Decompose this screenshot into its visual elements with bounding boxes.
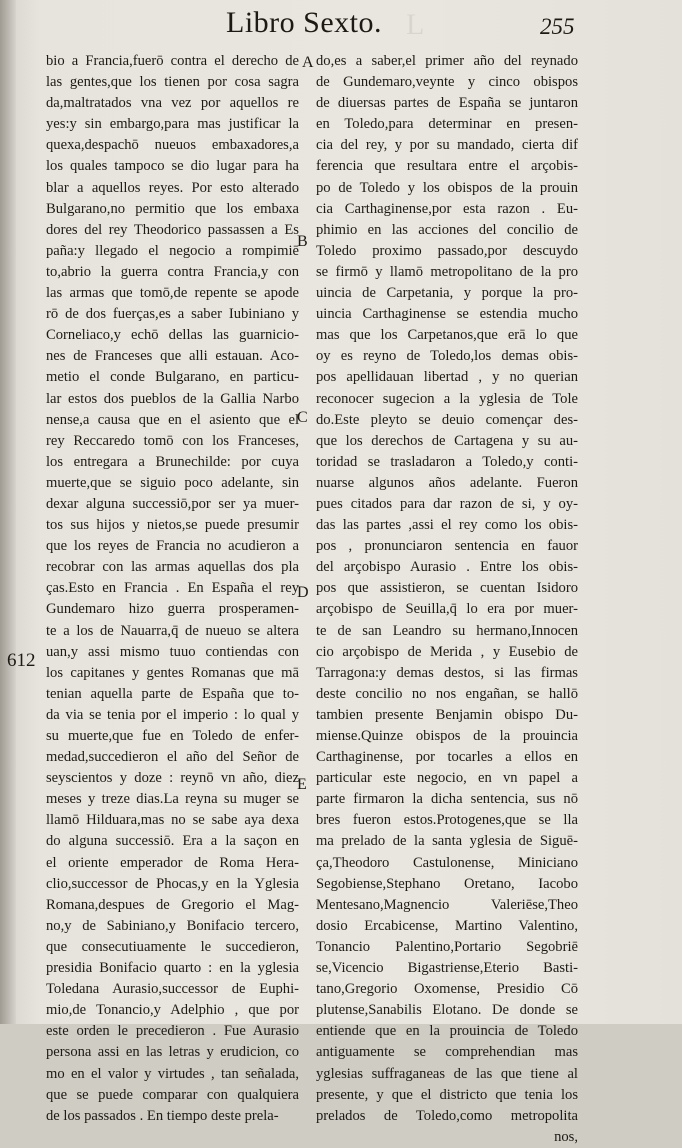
text-line: rō de dos fuerças,es a saber Iubiniano y — [46, 306, 299, 323]
text-line: las gentes,que los tienen por cosa sagra — [46, 74, 299, 91]
text-line: po de Toledo y los obispos de la prouin — [316, 179, 578, 196]
text-line: antiguamente se comprehendian mas — [316, 1044, 578, 1061]
text-line: pos apellidauan libertad , y no querian — [316, 369, 578, 386]
text-line: nos, — [554, 1128, 578, 1145]
text-line: metio el conde Bulgarano, en particu- — [46, 369, 299, 386]
text-line: uincia de Carpetania, y porque la pro- — [316, 285, 578, 302]
text-line: dores del rey Theodorico passassen a Es — [46, 221, 299, 238]
text-line: reconocer sugecion a la yglesia de Tole — [316, 390, 578, 407]
text-line: Segobiense,Stephano Oretano, Iacobo — [316, 875, 578, 892]
text-line: pues citados para dar razon de si, y oy- — [316, 495, 578, 512]
text-line: to,abrio la guerra contra Francia,y con — [46, 263, 299, 280]
text-line: que los reyes de Francia no acudieron a — [46, 538, 299, 555]
text-line: oy es reyno de Toledo,los demas obis- — [316, 348, 578, 365]
left-text-column — [46, 51, 299, 1127]
text-line: se,Vicencio Bigastriense,Eterio Basti- — [316, 960, 578, 977]
text-line: das las partes ,assi el rey como los obis- — [316, 517, 578, 534]
text-line: pos que assistieron, se cuentan Isidoro — [316, 580, 578, 597]
text-line: do.Este pleyto se deuio començar des- — [316, 411, 578, 428]
text-line: Bulgarano,no permitio que los embaxa — [46, 200, 299, 217]
text-line: que los derechos de Cartagena y su au- — [316, 432, 578, 449]
text-line: miense.Quinze obispos de la prouincia — [316, 728, 578, 744]
text-line: quexa,despachō nueuos embaxadores,a — [46, 137, 299, 154]
text-line: da via se tenia por el imperio : lo qual y — [46, 706, 299, 723]
text-line: Tonancio Palentino,Portario Segobriē — [316, 938, 578, 955]
text-line: medad,succedieron el año del Señor de — [46, 749, 299, 766]
text-line: tos sus hijos y nietos,se puede presumir — [46, 517, 299, 534]
running-header: Libro Sexto. — [226, 6, 382, 39]
text-line: phimio en las acciones del concilio de — [316, 221, 578, 238]
text-line: su muerte,que fue en Toledo de enfer- — [46, 728, 299, 744]
text-line: mas que los Carpetanos,que erā lo que — [316, 327, 578, 344]
text-line: plutense,Sanabilis Elotano. De donde se — [316, 1002, 578, 1019]
text-line: do,es a saber,el primer año del reynado — [316, 53, 578, 69]
text-line: Carthaginense, por tocarles a ellos en — [316, 749, 578, 766]
text-line: te de san Leandro su hermano,Innocen — [316, 622, 578, 639]
text-line: Tarragona:y demas destos, si las firmas — [316, 664, 578, 681]
text-line: clio,successor de Phocas,y en la Yglesia — [46, 875, 299, 892]
text-line: parte firmaron la dicha sentencia, sus nō — [316, 791, 578, 808]
page-number: 255 — [540, 14, 575, 39]
text-line: llamō Hilduara,mas no se sabe aya dexa — [46, 812, 299, 829]
text-line: que se puede comparar con qualquiera — [46, 1086, 299, 1103]
text-line: se firmō y llamō metropolitano de la pro — [316, 263, 578, 280]
section-marker-c: C — [297, 409, 308, 426]
text-line: dexar alguna successiō,por ser ya muer- — [46, 495, 299, 512]
text-line: el oriente emperador de Roma Hera- — [46, 854, 299, 871]
section-marker-a: A — [302, 54, 314, 71]
text-line: tano,Gregorio Oxomense, Presidio Cō — [316, 981, 578, 998]
text-line: presente, y que el districto que tenia los — [316, 1086, 578, 1103]
text-line: nuarse algunos años adelante. Fueron — [316, 474, 578, 491]
text-line: tambien presente Benjamin obispo Du- — [316, 706, 578, 723]
text-line: Toledo proximo passado,por descuydo — [316, 242, 578, 259]
text-line: pos , pronunciaron sentencia en fauor — [316, 538, 578, 555]
text-line: que consecutiuamente le succedieron, — [46, 938, 299, 955]
text-line: arçobispo de Seuilla,q̄ lo era por muer- — [316, 601, 578, 618]
text-line: rey Reccaredo tomō con los Franceses, — [46, 432, 299, 449]
text-line: paña:y llegado el negocio a rompimiē — [46, 242, 299, 259]
text-line: los entregara a Brunechilde: por cuya — [46, 453, 299, 470]
text-line: las armas que tomō,de repente se apode — [46, 285, 299, 302]
text-line: muerte,que se siguio poco adelante, sin — [46, 474, 299, 491]
text-line: este orden le precedieron . Fue Aurasio — [46, 1023, 299, 1040]
text-line: persona assi en las letras y erudicion, co — [46, 1044, 299, 1061]
text-line: mio,de Tonancio,y Adelphio , que por — [46, 1002, 299, 1019]
text-line: da,maltratados vna vez por aquellos re — [46, 95, 299, 112]
text-line: dosio Ercabicense, Martino Valentino, — [316, 917, 578, 934]
text-line: bio a Francia,fuerō contra el derecho de — [46, 53, 299, 69]
binding-shadow — [0, 0, 16, 1024]
section-marker-e: E — [297, 776, 307, 793]
text-line: entiende que en la prouincia de Toledo — [316, 1023, 578, 1040]
text-line: toridad se trasladaron a Toledo,y conti- — [316, 453, 578, 470]
text-line: lar estos dos pueblos de la Gallia Narbo — [46, 390, 299, 407]
text-line: cio arçobispo de Merida , y Eusebio de — [316, 643, 578, 660]
right-text-column — [316, 51, 578, 1148]
text-line: recobrar con las armas aquellas dos pla — [46, 559, 299, 576]
text-line: presidia Bonifacio quarto : en la yglesia — [46, 960, 299, 977]
text-line: los capitanes y gentes Romanas que mā — [46, 664, 299, 681]
text-line: nense,a causa que en el asiento que el — [46, 411, 299, 428]
text-line: blar a aquellos reyes. Por esto alterado — [46, 179, 299, 196]
text-line: Romana,despues de Gregorio el Mag- — [46, 896, 299, 913]
text-line: Gundemaro hizo guerra prosperamen- — [46, 601, 299, 618]
text-line: do alguna successiō. Era a la saçon en — [46, 833, 299, 850]
text-line: Corneliaco,y echō dellas las guarnicio- — [46, 327, 299, 344]
text-line: Mentesano,Magnencio Valeriēse,Theo — [316, 896, 578, 913]
text-line: yglesias suffraganeas de las que tiene al — [316, 1065, 578, 1082]
text-line: uan,y assi mismo tuuo contiendas con — [46, 643, 299, 660]
text-line: ças.Esto en Francia . En España el rey — [46, 580, 299, 597]
text-line: bres fueron estos.Protogenes,que se lla — [316, 812, 578, 829]
text-line: uincia Carthaginense se estendia mucho — [316, 306, 578, 323]
text-line: nes de Franceses que alli estauan. Aco- — [46, 348, 299, 365]
bleed-through-text: L — [406, 8, 425, 41]
text-line: de diuersas partes de España se juntaron — [316, 95, 578, 112]
text-line: de Gundemaro,veynte y cinco obispos — [316, 74, 578, 91]
text-line: ça,Theodoro Castulonense, Miniciano — [316, 854, 578, 871]
text-line: particular este negocio, en vn papel a — [316, 770, 578, 787]
text-line: cia Carthaginense,por esta razon . Eu- — [316, 200, 578, 217]
text-line: del arçobispo Aurasio . Entre los obis- — [316, 559, 578, 576]
section-marker-d: D — [297, 584, 309, 601]
text-line: de los passados . En tiempo deste prela- — [46, 1107, 279, 1124]
text-line: tenian aquella parte de España que to- — [46, 685, 299, 702]
text-line: en Toledo,para determinar en presen- — [316, 116, 578, 133]
text-line: mo en el valor y virtudes , tan señalada, — [46, 1065, 299, 1082]
text-line: no,y de Sabiniano,y Bonifacio tercero, — [46, 917, 299, 934]
text-line: seyscientos y doze : reynō vn año, diez — [46, 770, 299, 787]
margin-note-year: 612 — [7, 650, 36, 671]
text-line: te a los de Nauarra,q̄ de nueuo se altera — [46, 622, 299, 639]
text-line: Toledana Aurasio,successor de Euphi- — [46, 981, 299, 998]
text-line: meses y treze dias.La reyna su muger se — [46, 791, 299, 808]
text-line: ma prelado de la santa yglesia de Siguē- — [316, 833, 578, 850]
text-line: deste concilio no nos engañan, se hallō — [316, 685, 578, 702]
text-line: yes:y sin embargo,para mas justificar la — [46, 116, 299, 133]
section-marker-b: B — [297, 233, 308, 250]
text-line: ferencia que resultara entre el arçobis- — [316, 158, 578, 175]
text-line: prelados de Toledo,como metropolita — [316, 1107, 578, 1124]
text-line: los quales tampoco se dio lugar para ha — [46, 158, 299, 175]
text-line: cia del rey, y por su mandado, cierta dif — [316, 137, 578, 154]
